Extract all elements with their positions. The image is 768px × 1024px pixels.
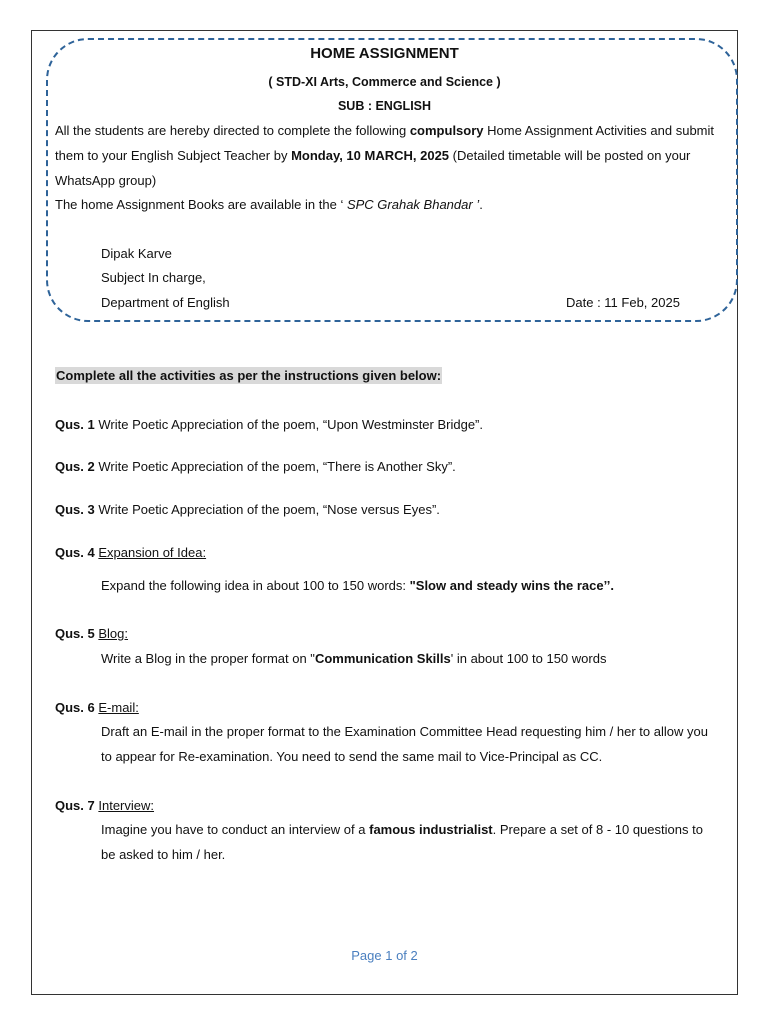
- interviewee: famous industrialist: [369, 822, 493, 837]
- question-heading: Interview:: [98, 798, 155, 813]
- question-heading: Blog:: [98, 626, 129, 641]
- notice-line-1: [55, 123, 714, 139]
- notice-text: .: [479, 197, 483, 212]
- question-number: Qus. 3: [55, 502, 95, 517]
- question-number: Qus. 1: [55, 417, 95, 432]
- question-number: Qus. 7: [55, 798, 95, 813]
- question-number: Qus. 2: [55, 459, 95, 474]
- notice-line-3: WhatsApp group): [55, 173, 157, 188]
- question-7-detail-2: be asked to him / her.: [101, 847, 226, 862]
- question-text: Write Poetic Appreciation of the poem, “Upon Westminster Bridge”.: [94, 417, 483, 432]
- question-5-detail: [101, 651, 606, 667]
- notice-line-2: [55, 148, 690, 164]
- store-name: SPC Grahak Bhandar ’: [346, 197, 480, 212]
- notice-text: All the students are hereby directed to complete the following: [55, 123, 410, 138]
- question-text: Write Poetic Appreciation of the poem, “There is Another Sky”.: [94, 459, 456, 474]
- question-number: Qus. 4: [55, 545, 95, 560]
- notice-text: (Detailed timetable will be posted on your: [449, 148, 691, 163]
- question-5: [55, 626, 128, 642]
- question-text: Expand the following idea in about 100 to 150 words:: [101, 578, 410, 593]
- notice-emphasis: compulsory: [409, 123, 484, 138]
- instructions-heading: [55, 368, 442, 384]
- instructions-text: Complete all the activities as per the instructions given below:: [56, 368, 442, 383]
- signature-name: Dipak Karve: [101, 246, 172, 261]
- signature-role: Subject In charge,: [101, 270, 206, 285]
- class-line: ( STD-XI Arts, Commerce and Science ): [268, 75, 501, 89]
- question-1: [55, 417, 483, 433]
- question-text: . Prepare a set of 8 - 10 questions to: [492, 822, 703, 837]
- notice-line-4: [55, 197, 483, 213]
- notice-text: The home Assignment Books are available in the ‘: [55, 197, 347, 212]
- blog-topic: Communication Skills: [314, 651, 451, 666]
- question-text: Write Poetic Appreciation of the poem, “Nose versus Eyes”.: [94, 502, 440, 517]
- question-6: [55, 700, 139, 716]
- question-text: ' in about 100 to 150 words: [450, 651, 607, 666]
- notice-text: Home Assignment Activities and submit: [483, 123, 715, 138]
- question-7-detail-1: [101, 822, 703, 838]
- question-heading: E-mail:: [98, 700, 139, 715]
- issue-date: Date : 11 Feb, 2025: [566, 295, 680, 310]
- question-4-detail: [101, 578, 614, 594]
- question-2: [55, 459, 456, 475]
- question-number: Qus. 6: [55, 700, 95, 715]
- question-text: Imagine you have to conduct an interview of a: [101, 822, 370, 837]
- question-number: Qus. 5: [55, 626, 95, 641]
- deadline-date: Monday, 10 MARCH, 2025: [291, 148, 450, 163]
- signature-department: Department of English: [101, 295, 230, 310]
- question-6-detail-1: Draft an E-mail in the proper format to the Examination Committee Head requesting him / her to allow you: [101, 724, 708, 739]
- page-number: Page 1 of 2: [351, 948, 418, 963]
- subject-line: SUB : ENGLISH: [337, 99, 432, 113]
- question-heading: Expansion of Idea:: [98, 545, 207, 560]
- proverb: "Slow and steady wins the race’’.: [409, 578, 614, 593]
- question-4: [55, 545, 206, 561]
- question-6-detail-2: to appear for Re-examination. You need to send the same mail to Vice-Principal as CC.: [101, 749, 603, 764]
- question-3: [55, 502, 440, 518]
- question-7: [55, 798, 154, 814]
- page-title: HOME ASSIGNMENT: [310, 45, 459, 62]
- question-text: Write a Blog in the proper format on ": [101, 651, 315, 666]
- notice-text: them to your English Subject Teacher by: [55, 148, 292, 163]
